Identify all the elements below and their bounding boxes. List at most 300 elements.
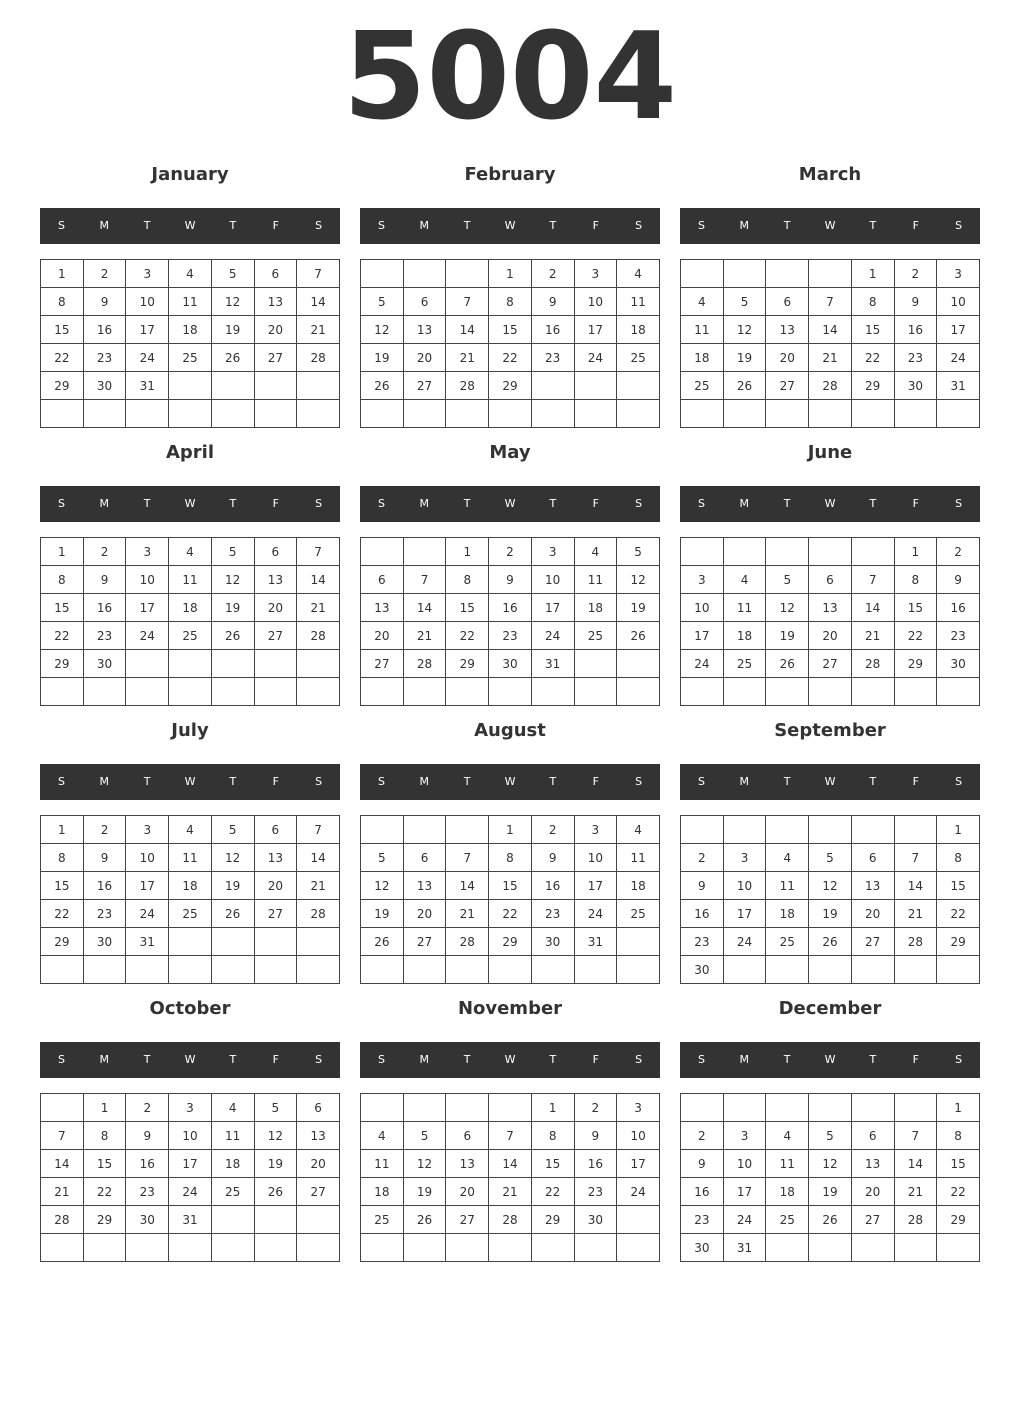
day-cell: 14	[446, 872, 489, 900]
day-cell: 6	[809, 566, 852, 594]
day-cell: 27	[254, 344, 297, 372]
day-cell	[851, 1094, 894, 1122]
day-cell: 25	[361, 1206, 404, 1234]
month-june	[680, 438, 980, 671]
day-cell	[403, 678, 446, 706]
weekday-label: T	[783, 1053, 791, 1066]
week-row	[681, 900, 980, 928]
month-april	[40, 438, 340, 671]
day-cell: 6	[851, 1122, 894, 1150]
day-cell: 23	[531, 344, 574, 372]
day-cell: 5	[809, 844, 852, 872]
day-cell: 17	[126, 872, 169, 900]
weekday-label: W	[504, 775, 516, 788]
day-cell: 18	[574, 594, 617, 622]
day-cell: 4	[169, 816, 212, 844]
day-cell: 30	[83, 928, 126, 956]
day-cell	[894, 956, 937, 984]
day-cell: 21	[894, 1178, 937, 1206]
day-cell	[531, 372, 574, 400]
day-cell	[617, 400, 660, 428]
weekday-label: S	[377, 775, 385, 788]
day-cell	[937, 678, 980, 706]
day-cell	[403, 260, 446, 288]
day-cell: 17	[531, 594, 574, 622]
day-cell: 23	[894, 344, 937, 372]
day-cell: 8	[41, 288, 84, 316]
day-cell: 8	[851, 288, 894, 316]
weekday-header-bar	[40, 208, 340, 244]
weekday-label: S	[955, 1053, 963, 1066]
day-cell: 11	[723, 594, 766, 622]
day-cell: 24	[126, 622, 169, 650]
month-name: November	[457, 998, 563, 1019]
day-cell: 11	[617, 844, 660, 872]
weekday-label: S	[315, 775, 323, 788]
month-name: May	[489, 442, 531, 463]
day-cell	[361, 956, 404, 984]
day-cell	[41, 1234, 84, 1262]
day-cell	[894, 678, 937, 706]
weekday-label: T	[229, 1053, 237, 1066]
weekday-label: S	[315, 497, 323, 510]
weekday-label: S	[57, 497, 65, 510]
day-cell: 15	[489, 872, 532, 900]
week-row	[681, 956, 980, 984]
day-cell: 28	[809, 372, 852, 400]
day-cell: 25	[574, 622, 617, 650]
month-name: October	[149, 998, 231, 1019]
day-cell	[894, 400, 937, 428]
day-cell: 24	[617, 1178, 660, 1206]
day-cell: 4	[361, 1122, 404, 1150]
day-cell: 14	[851, 594, 894, 622]
day-cell	[766, 1094, 809, 1122]
day-cell: 7	[851, 566, 894, 594]
weekday-label: M	[739, 219, 750, 232]
weekday-header-bar	[360, 1042, 660, 1078]
day-cell: 22	[894, 622, 937, 650]
week-row	[681, 1206, 980, 1234]
day-cell: 16	[489, 594, 532, 622]
day-cell: 7	[489, 1122, 532, 1150]
day-cell	[617, 1206, 660, 1234]
week-row	[681, 928, 980, 956]
day-cell	[169, 400, 212, 428]
week-row	[41, 956, 340, 984]
day-cell	[126, 956, 169, 984]
day-cell: 22	[41, 900, 84, 928]
day-cell: 2	[937, 538, 980, 566]
day-cell: 14	[446, 316, 489, 344]
weekday-label: W	[504, 497, 516, 510]
day-cell: 9	[83, 288, 126, 316]
week-row	[41, 900, 340, 928]
day-cell: 30	[574, 1206, 617, 1234]
day-cell: 16	[126, 1150, 169, 1178]
day-cell: 8	[41, 566, 84, 594]
weekday-label: F	[912, 775, 919, 788]
week-row	[361, 956, 660, 984]
month-september	[680, 716, 980, 977]
weekday-label: T	[783, 775, 791, 788]
weekday-label: T	[143, 1053, 151, 1066]
day-cell: 25	[766, 928, 809, 956]
weekday-label: W	[824, 497, 836, 510]
day-cell: 25	[211, 1178, 254, 1206]
day-cell: 13	[851, 872, 894, 900]
day-cell: 10	[937, 288, 980, 316]
day-cell	[937, 956, 980, 984]
day-cell	[361, 1094, 404, 1122]
day-cell	[681, 400, 724, 428]
day-cell: 7	[297, 538, 340, 566]
day-cell: 12	[403, 1150, 446, 1178]
weekday-label: S	[697, 775, 705, 788]
month-december	[680, 994, 980, 1255]
day-cell: 19	[254, 1150, 297, 1178]
day-cell: 21	[489, 1178, 532, 1206]
day-cell: 11	[169, 288, 212, 316]
day-cell: 11	[681, 316, 724, 344]
day-cell: 1	[41, 538, 84, 566]
day-cell: 12	[766, 594, 809, 622]
day-cell: 24	[126, 344, 169, 372]
day-cell	[617, 928, 660, 956]
day-cell: 7	[297, 816, 340, 844]
weekday-header-bar	[680, 1042, 980, 1078]
day-cell	[723, 816, 766, 844]
day-cell: 5	[723, 288, 766, 316]
day-cell: 29	[937, 928, 980, 956]
day-cell	[41, 956, 84, 984]
week-row	[361, 844, 660, 872]
week-row	[41, 1094, 340, 1122]
day-cell	[574, 400, 617, 428]
week-row	[681, 594, 980, 622]
day-cell: 5	[254, 1094, 297, 1122]
day-cell: 15	[489, 316, 532, 344]
day-cell: 3	[531, 538, 574, 566]
day-cell	[809, 816, 852, 844]
day-cell	[489, 400, 532, 428]
week-row	[681, 1122, 980, 1150]
weekday-label: S	[377, 219, 385, 232]
day-cell: 19	[211, 872, 254, 900]
weekday-label: S	[57, 219, 65, 232]
day-cell	[809, 400, 852, 428]
day-cell	[169, 928, 212, 956]
day-cell	[446, 1094, 489, 1122]
day-cell: 10	[723, 1150, 766, 1178]
weekday-label: S	[57, 1053, 65, 1066]
day-cell	[851, 816, 894, 844]
day-cell: 16	[531, 872, 574, 900]
day-cell: 1	[446, 538, 489, 566]
day-cell: 9	[126, 1122, 169, 1150]
day-cell	[169, 956, 212, 984]
day-cell	[681, 678, 724, 706]
day-cell: 4	[681, 288, 724, 316]
day-cell: 23	[681, 928, 724, 956]
month-name: June	[807, 442, 853, 463]
day-cell: 29	[489, 928, 532, 956]
weekday-label: F	[912, 219, 919, 232]
day-cell: 27	[766, 372, 809, 400]
day-cell: 22	[937, 1178, 980, 1206]
day-cell: 16	[83, 316, 126, 344]
day-cell	[297, 678, 340, 706]
day-cell	[894, 1234, 937, 1262]
week-row	[361, 1122, 660, 1150]
day-cell: 8	[531, 1122, 574, 1150]
day-cell: 19	[617, 594, 660, 622]
day-cell: 15	[446, 594, 489, 622]
day-cell: 15	[531, 1150, 574, 1178]
weekday-label: M	[419, 497, 430, 510]
month-name: August	[474, 720, 546, 741]
day-cell	[766, 538, 809, 566]
day-cell	[254, 372, 297, 400]
day-cell	[297, 928, 340, 956]
day-cell: 10	[617, 1122, 660, 1150]
weekday-header-bar	[40, 486, 340, 522]
day-cell: 13	[851, 1150, 894, 1178]
day-cell: 19	[403, 1178, 446, 1206]
day-cell: 2	[681, 1122, 724, 1150]
day-cell	[361, 260, 404, 288]
day-cell: 22	[531, 1178, 574, 1206]
week-row	[361, 1234, 660, 1262]
day-cell	[723, 260, 766, 288]
day-cell	[681, 1094, 724, 1122]
day-cell: 15	[83, 1150, 126, 1178]
day-cell: 24	[937, 344, 980, 372]
day-cell: 7	[446, 844, 489, 872]
day-cell	[211, 372, 254, 400]
day-cell	[83, 956, 126, 984]
day-cell: 3	[126, 260, 169, 288]
day-cell	[894, 816, 937, 844]
month-january	[40, 160, 340, 393]
day-cell: 31	[937, 372, 980, 400]
day-cell: 18	[169, 872, 212, 900]
day-cell: 10	[126, 288, 169, 316]
day-cell: 20	[766, 344, 809, 372]
day-cell	[211, 928, 254, 956]
week-row	[41, 1206, 340, 1234]
day-cell	[169, 678, 212, 706]
day-cell: 31	[723, 1234, 766, 1262]
week-row	[681, 1178, 980, 1206]
day-cell: 18	[169, 594, 212, 622]
day-cell: 20	[254, 316, 297, 344]
day-cell	[723, 400, 766, 428]
day-cell: 29	[489, 372, 532, 400]
week-row	[41, 566, 340, 594]
week-row	[41, 622, 340, 650]
day-cell: 11	[169, 844, 212, 872]
day-cell	[681, 538, 724, 566]
weekday-label: T	[549, 1053, 557, 1066]
day-cell: 10	[531, 566, 574, 594]
day-cell: 16	[681, 1178, 724, 1206]
week-row	[681, 260, 980, 288]
day-cell	[446, 260, 489, 288]
day-cell: 12	[211, 566, 254, 594]
weekday-label: F	[912, 1053, 919, 1066]
day-cell: 27	[446, 1206, 489, 1234]
weekday-header-bar	[40, 764, 340, 800]
day-cell: 26	[211, 344, 254, 372]
weekday-label: F	[272, 497, 279, 510]
week-row	[681, 566, 980, 594]
day-cell: 11	[766, 1150, 809, 1178]
day-cell	[681, 816, 724, 844]
weekday-label: M	[99, 219, 110, 232]
day-cell	[574, 678, 617, 706]
day-cell: 13	[254, 844, 297, 872]
day-cell: 8	[937, 1122, 980, 1150]
day-cell: 4	[211, 1094, 254, 1122]
day-cell: 17	[723, 900, 766, 928]
week-row	[41, 344, 340, 372]
week-row	[41, 372, 340, 400]
day-cell	[809, 956, 852, 984]
day-cell: 17	[169, 1150, 212, 1178]
day-cell: 22	[446, 622, 489, 650]
day-cell: 20	[851, 1178, 894, 1206]
day-cell: 16	[574, 1150, 617, 1178]
week-row	[681, 1234, 980, 1262]
day-cell: 1	[83, 1094, 126, 1122]
day-cell	[41, 1094, 84, 1122]
month-march	[680, 160, 980, 393]
day-cell: 24	[723, 928, 766, 956]
day-grid	[680, 259, 980, 428]
day-cell: 19	[723, 344, 766, 372]
day-cell: 19	[766, 622, 809, 650]
week-row	[681, 344, 980, 372]
day-cell: 28	[41, 1206, 84, 1234]
month-name: July	[171, 720, 209, 741]
weekday-label: T	[463, 219, 471, 232]
week-row	[681, 538, 980, 566]
day-grid	[680, 1093, 980, 1262]
day-cell	[574, 956, 617, 984]
weekday-label: F	[592, 497, 599, 510]
day-grid	[40, 815, 340, 984]
day-cell: 16	[937, 594, 980, 622]
day-cell: 8	[83, 1122, 126, 1150]
day-cell: 11	[361, 1150, 404, 1178]
day-cell: 1	[937, 1094, 980, 1122]
day-cell: 7	[446, 288, 489, 316]
weekday-label: T	[869, 219, 877, 232]
day-cell: 18	[766, 1178, 809, 1206]
day-cell	[617, 678, 660, 706]
week-row	[681, 622, 980, 650]
day-cell: 13	[254, 288, 297, 316]
week-row	[41, 288, 340, 316]
day-cell: 26	[723, 372, 766, 400]
week-row	[361, 816, 660, 844]
day-cell	[211, 956, 254, 984]
day-cell: 22	[851, 344, 894, 372]
day-cell	[531, 678, 574, 706]
day-cell: 14	[489, 1150, 532, 1178]
day-cell: 6	[254, 816, 297, 844]
day-cell: 6	[766, 288, 809, 316]
day-cell: 20	[446, 1178, 489, 1206]
day-cell: 4	[169, 260, 212, 288]
day-cell	[531, 1234, 574, 1262]
week-row	[41, 928, 340, 956]
weekday-label: T	[549, 219, 557, 232]
day-cell: 27	[254, 622, 297, 650]
day-cell: 26	[809, 1206, 852, 1234]
day-cell: 2	[531, 260, 574, 288]
day-cell: 21	[851, 622, 894, 650]
day-cell: 9	[489, 566, 532, 594]
weekday-label: S	[57, 775, 65, 788]
day-cell: 31	[574, 928, 617, 956]
weekday-label: T	[869, 497, 877, 510]
day-cell: 23	[126, 1178, 169, 1206]
day-cell: 29	[83, 1206, 126, 1234]
day-grid	[360, 815, 660, 984]
week-row	[361, 1206, 660, 1234]
day-cell	[766, 400, 809, 428]
day-cell: 15	[937, 872, 980, 900]
day-cell	[126, 678, 169, 706]
day-cell	[254, 650, 297, 678]
day-cell	[617, 1234, 660, 1262]
weekday-label: M	[739, 1053, 750, 1066]
weekday-label: W	[504, 1053, 516, 1066]
day-cell: 23	[531, 900, 574, 928]
day-cell	[766, 956, 809, 984]
weekday-label: S	[377, 497, 385, 510]
day-cell: 17	[574, 316, 617, 344]
day-cell: 24	[574, 900, 617, 928]
day-cell: 6	[361, 566, 404, 594]
day-cell: 20	[361, 622, 404, 650]
week-row	[41, 872, 340, 900]
day-cell	[531, 956, 574, 984]
weekday-label: T	[783, 219, 791, 232]
day-cell: 9	[83, 566, 126, 594]
day-cell: 29	[894, 650, 937, 678]
day-cell: 1	[851, 260, 894, 288]
day-cell: 4	[574, 538, 617, 566]
day-cell	[766, 816, 809, 844]
day-cell: 20	[254, 872, 297, 900]
week-row	[41, 538, 340, 566]
week-row	[681, 400, 980, 428]
week-row	[361, 566, 660, 594]
day-cell: 4	[723, 566, 766, 594]
day-cell: 6	[403, 288, 446, 316]
day-cell	[809, 1234, 852, 1262]
day-cell	[489, 1094, 532, 1122]
weekday-label: M	[99, 775, 110, 788]
weekday-label: W	[824, 219, 836, 232]
week-row	[41, 316, 340, 344]
week-row	[41, 650, 340, 678]
weekday-label: T	[143, 775, 151, 788]
day-cell: 2	[894, 260, 937, 288]
